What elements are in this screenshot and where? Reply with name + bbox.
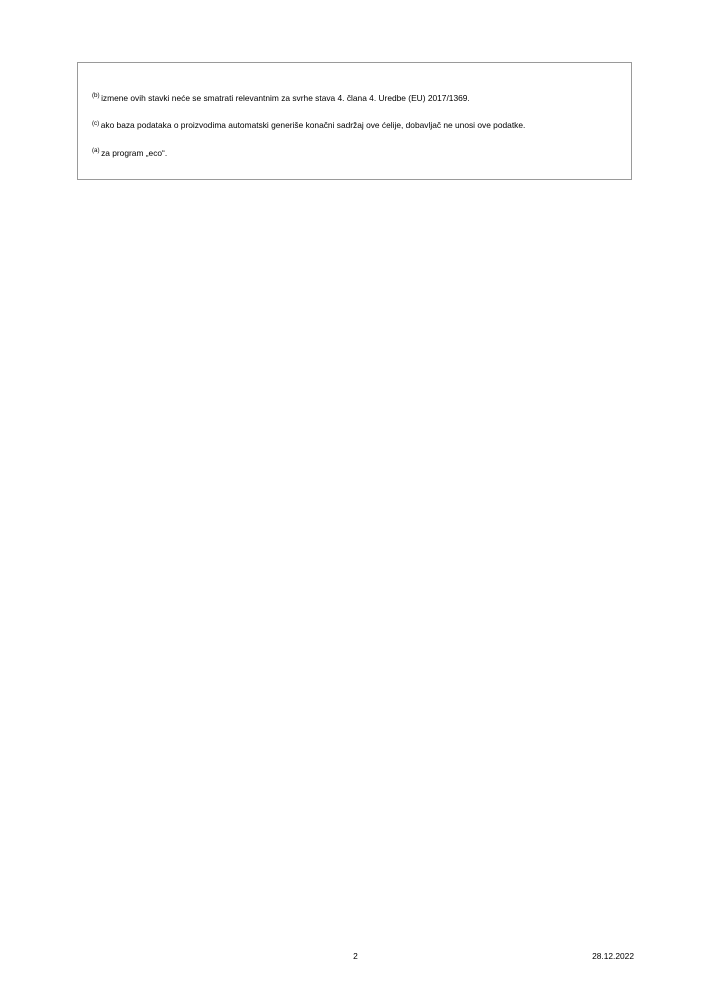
footnote-item xyxy=(92,148,617,159)
footnote-marker: (c) xyxy=(92,119,100,127)
page-number: 2 xyxy=(353,951,358,961)
footnote-item xyxy=(92,93,617,104)
footnote-text: ako baza podataka o proizvodima automatski generiše konačni sadržaj ove ćelije, dobavljač ne unosi ove podatke. xyxy=(100,120,526,131)
footnote-marker: (a) xyxy=(92,146,100,154)
footer-date: 28.12.2022 xyxy=(592,951,634,961)
footnote-text: za program „eco“. xyxy=(101,147,168,158)
page-footer xyxy=(77,951,634,965)
footnote-item xyxy=(92,120,617,131)
footnotes-box xyxy=(77,62,632,180)
footnote-text: izmene ovih stavki neće se smatrati relevantnim za svrhe stava 4. člana 4. Uredbe (EU) 2017/1369. xyxy=(101,93,470,103)
footnote-marker: (b) xyxy=(92,92,100,100)
